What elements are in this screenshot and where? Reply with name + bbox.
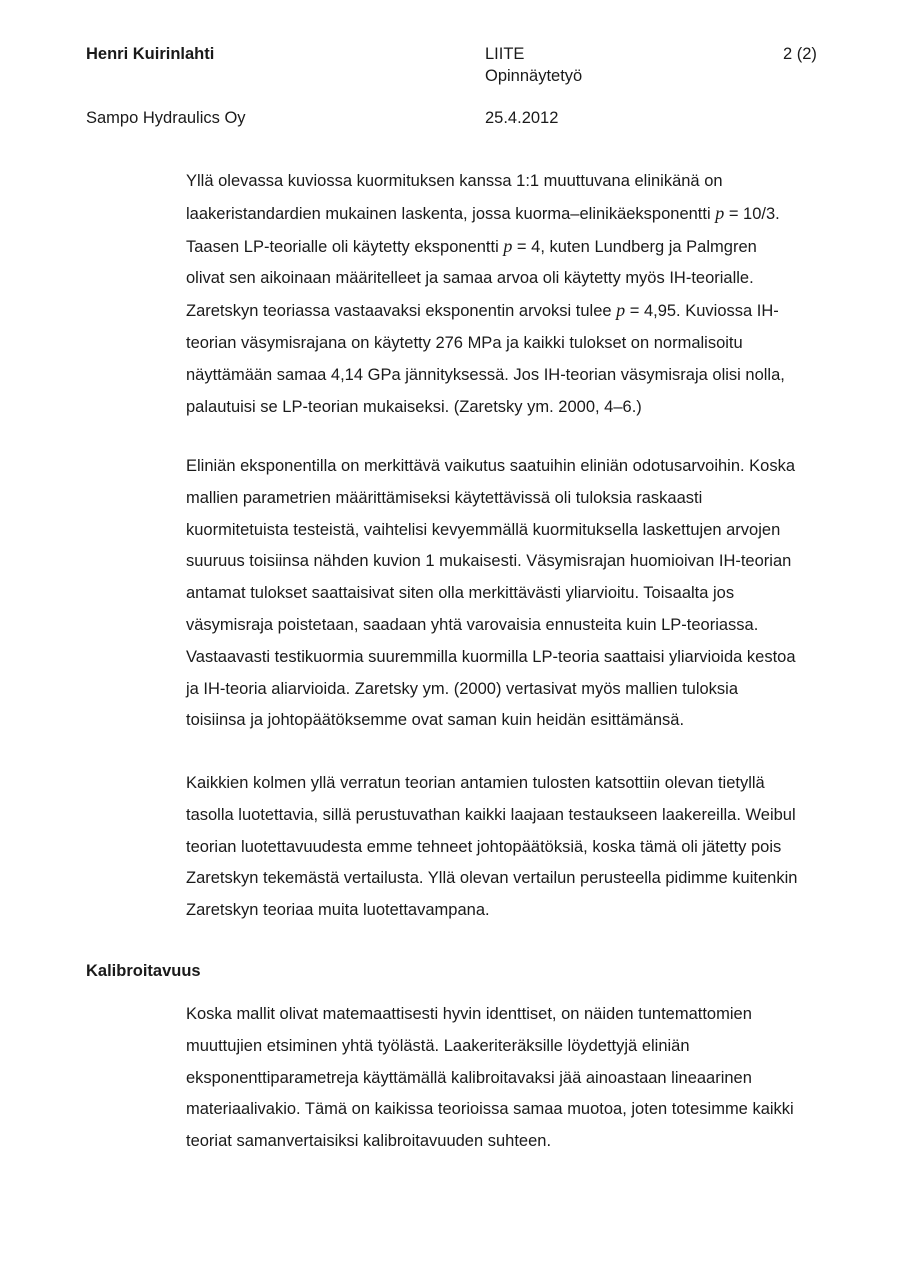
document-subtype: Opinnäytetyö bbox=[485, 67, 583, 85]
text-line: materiaalivakio. Tämä on kaikissa teorioissa samaa muotoa, joten totesimme kaikki bbox=[186, 1100, 794, 1119]
text-line: antamat tulokset saattaisivat siten olla merkittävästi yliarvioitu. Toisaalta jos bbox=[186, 584, 735, 603]
text-line: teorian luotettavuudesta emme tehneet johtopäätöksiä, koska tämä oli jätetty pois bbox=[186, 837, 782, 856]
text-line: mallien parametrien määrittämiseksi käytettävissä oli tuloksia raskaasti bbox=[186, 488, 703, 507]
paragraph-calibration bbox=[186, 999, 876, 1158]
text-line: Koska mallit olivat matemaattisesti hyvin identtiset, on näiden tuntemattomien bbox=[186, 1005, 752, 1023]
text-line: kuormitetuista testeistä, vaihtelisi kevyemmällä kuormituksella laskettujen arvojen bbox=[186, 520, 781, 539]
document-date: 25.4.2012 bbox=[485, 109, 559, 127]
text-line: näyttämään samaa 4,14 GPa jännityksessä. Jos IH-teorian väsymisraja olisi nolla, bbox=[186, 365, 785, 384]
text-line: Kaikkien kolmen yllä verratun teorian antamien tulosten katsottiin olevan tietyllä bbox=[186, 774, 765, 792]
paragraph-reliability bbox=[186, 768, 876, 927]
text-line: Taasen LP-teorialle oli käytetty eksponentti p = 4, kuten Lundberg ja Palmgren bbox=[186, 235, 757, 256]
text-line: Vastaavasti testikuormia suuremmilla kuormilla LP-teoria saattaisi yliarvioida kestoa bbox=[186, 647, 796, 666]
text-line: Yllä olevassa kuviossa kuormituksen kanssa 1:1 muuttuvana elinikänä on bbox=[186, 172, 723, 190]
variable-p: p bbox=[503, 235, 513, 256]
text-line: muuttujien etsiminen yhtä työlästä. Laakeriteräksille löydettyjä eliniän bbox=[186, 1036, 690, 1055]
text-line: eksponenttiparametreja käyttämällä kalibroitavaksi jää ainoastaan lineaarinen bbox=[186, 1068, 752, 1087]
author-name: Henri Kuirinlahti bbox=[86, 45, 215, 63]
page-number: 2 (2) bbox=[783, 45, 817, 63]
text-line: olivat sen aikoinaan määritelleet ja samaa arvoa oli käytetty myös IH-teorialle. bbox=[186, 269, 754, 288]
variable-p: p bbox=[715, 202, 725, 223]
text-line: teoriat samanvertaisiksi kalibroitavuuden suhteen. bbox=[186, 1132, 552, 1151]
text-line: suuruus toisiinsa nähden kuvion 1 mukaisesti. Väsymisrajan huomioivan IH-teorian bbox=[186, 552, 792, 571]
text-line: toisiinsa ja johtopäätöksemme ovat saman kuin heidän esittämänsä. bbox=[186, 711, 685, 730]
text-line: palautuisi se LP-teorian mukaiseksi. (Zaretsky ym. 2000, 4–6.) bbox=[186, 397, 642, 416]
section-heading: Kalibroitavuus bbox=[86, 962, 201, 980]
document-type: LIITE bbox=[485, 45, 525, 63]
text-line: teorian väsymisrajana on käytetty 276 MPa ja kaikki tulokset on normalisoitu bbox=[186, 333, 743, 352]
text-line: laakeristandardien mukainen laskenta, jossa kuorma–elinikäeksponentti p = 10/3. bbox=[186, 202, 780, 223]
text-line: Eliniän eksponentilla on merkittävä vaikutus saatuihin eliniän odotusarvoihin. Koska bbox=[186, 457, 796, 475]
text-line: Zaretskyn tekemästä vertailusta. Yllä olevan vertailun perusteella pidimme kuitenkin bbox=[186, 869, 798, 888]
text-line: Zaretskyn teoriassa vastaavaksi eksponentin arvoksi tulee p = 4,95. Kuviossa IH- bbox=[186, 300, 779, 321]
text-line: ja IH-teoria aliarvioida. Zaretsky ym. (2000) vertasivat myös mallien tuloksia bbox=[186, 679, 739, 698]
paragraph-exponents bbox=[186, 166, 876, 423]
text-line: tasolla luotettavia, sillä perustuvathan kaikki laajaan testaukseen laakereilla. Weibul bbox=[186, 805, 796, 824]
text-line: Zaretskyn teoriaa muita luotettavampana. bbox=[186, 901, 490, 920]
variable-p: p bbox=[616, 300, 626, 321]
paragraph-life-exponent bbox=[186, 451, 876, 737]
text-line: väsymisraja poistetaan, saadaan yhtä varovaisia ennusteita kuin LP-teoriassa. bbox=[186, 615, 759, 634]
company-name: Sampo Hydraulics Oy bbox=[86, 109, 246, 127]
